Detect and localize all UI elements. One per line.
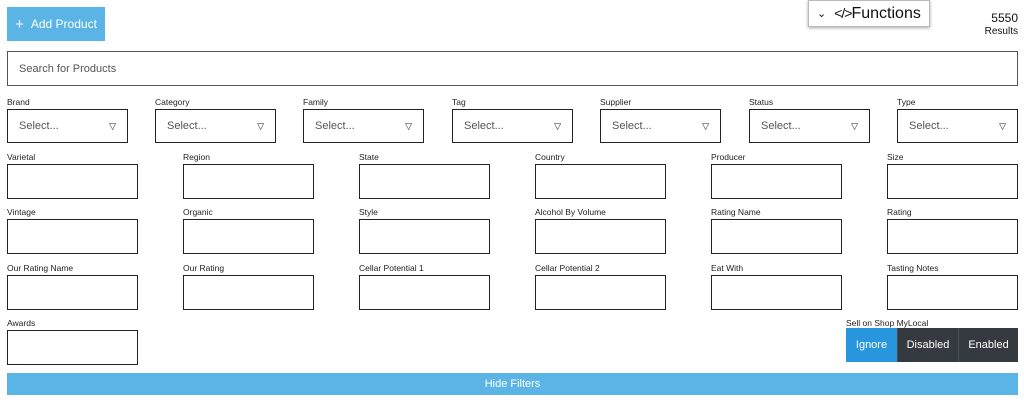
chevron-down-icon: ⌄ [817, 8, 827, 20]
field-label: Category [155, 97, 190, 107]
organic-field [183, 207, 314, 254]
field-label: State [359, 152, 379, 162]
style-input[interactable] [359, 219, 490, 254]
functions-label: Functions [851, 4, 921, 22]
cellar-potential-2-input[interactable] [535, 275, 666, 310]
producer-input[interactable] [711, 164, 842, 199]
field-label: Eat With [711, 263, 744, 273]
rating-input[interactable] [887, 219, 1018, 254]
dropdown-arrow-icon: ▽ [257, 120, 264, 131]
brand-select[interactable] [7, 109, 128, 143]
plus-icon: + [15, 15, 24, 33]
field-label: Family [303, 97, 329, 107]
field-label: Rating Name [711, 207, 761, 217]
alcohol-by-volume-field [535, 207, 666, 254]
select-value: Select... [19, 120, 59, 132]
field-label: Style [359, 207, 378, 217]
select-value: Select... [167, 120, 207, 132]
select-value: Select... [315, 120, 355, 132]
rating-name-field [711, 207, 842, 254]
select-value: Select... [761, 120, 801, 132]
alcohol-by-volume-input[interactable] [535, 219, 666, 254]
code-icon: </> [834, 4, 852, 21]
field-label: Type [897, 97, 916, 107]
field-label: Size [887, 152, 904, 162]
select-value: Select... [909, 120, 949, 132]
field-label: Our Rating Name [7, 263, 74, 273]
dropdown-arrow-icon: ▽ [109, 120, 116, 131]
results-label: Results [984, 26, 1018, 37]
dropdown-arrow-icon: ▽ [999, 120, 1006, 131]
disabled-option[interactable]: Disabled [898, 328, 959, 362]
supplier-filter [600, 97, 721, 143]
size-input[interactable] [887, 164, 1018, 199]
awards-input[interactable] [7, 330, 138, 365]
style-field [359, 207, 490, 254]
our-rating-name-field [7, 263, 138, 310]
brand-filter [7, 97, 128, 143]
size-field [887, 152, 1018, 199]
tag-filter [452, 97, 573, 143]
organic-input[interactable] [183, 219, 314, 254]
country-input[interactable] [535, 164, 666, 199]
category-filter [155, 97, 276, 143]
family-filter [303, 97, 424, 143]
rating-field [887, 207, 1018, 254]
search-input[interactable] [7, 51, 1018, 86]
hide-filters-button[interactable]: Hide Filters [7, 373, 1018, 395]
select-value: Select... [464, 120, 504, 132]
search-placeholder: Search for Products [19, 62, 117, 75]
producer-field [711, 152, 842, 199]
select-value: Select... [612, 120, 652, 132]
status-filter [749, 97, 870, 143]
field-label: Our Rating [183, 263, 225, 273]
field-label: Organic [183, 207, 213, 217]
varietal-input[interactable] [7, 164, 138, 199]
field-label: Producer [711, 152, 746, 162]
ignore-option[interactable]: Ignore [846, 328, 898, 362]
status-select[interactable] [749, 109, 870, 143]
tasting-notes-field [887, 263, 1018, 310]
add-product-label: Add Product [30, 17, 97, 31]
rating-name-input[interactable] [711, 219, 842, 254]
dropdown-arrow-icon: ▽ [851, 120, 858, 131]
cellar-potential-2-field [535, 263, 666, 310]
field-label: Varietal [7, 152, 36, 162]
field-label: Awards [7, 318, 36, 328]
region-field [183, 152, 314, 199]
dropdown-arrow-icon: ▽ [554, 120, 561, 131]
varietal-field [7, 152, 138, 199]
tag-select[interactable] [452, 109, 573, 143]
field-label: Supplier [600, 97, 632, 107]
field-label: Country [535, 152, 565, 162]
our-rating-input[interactable] [183, 275, 314, 310]
country-field [535, 152, 666, 199]
state-field [359, 152, 490, 199]
tasting-notes-input[interactable] [887, 275, 1018, 310]
functions-button[interactable] [808, 0, 930, 27]
state-input[interactable] [359, 164, 490, 199]
field-label: Rating [887, 207, 912, 217]
field-label: Cellar Potential 1 [359, 263, 424, 273]
type-filter [897, 97, 1018, 143]
eat-with-input[interactable] [711, 275, 842, 310]
eat-with-field [711, 263, 842, 310]
field-label: Brand [7, 97, 30, 107]
field-label: Tag [452, 97, 466, 107]
region-input[interactable] [183, 164, 314, 199]
dropdown-arrow-icon: ▽ [405, 120, 412, 131]
cellar-potential-1-input[interactable] [359, 275, 490, 310]
field-label: Vintage [7, 207, 36, 217]
add-product-button[interactable] [7, 7, 105, 41]
field-label: Cellar Potential 2 [535, 263, 600, 273]
type-select[interactable] [897, 109, 1018, 143]
shop-toggle-group [846, 328, 1018, 362]
enabled-option[interactable]: Enabled [959, 328, 1018, 362]
awards-field [7, 318, 138, 365]
dropdown-arrow-icon: ▽ [702, 120, 709, 131]
category-select[interactable] [155, 109, 276, 143]
vintage-field [7, 207, 138, 254]
results-count: 5550 [991, 11, 1018, 25]
our-rating-field [183, 263, 314, 310]
field-label: Tasting Notes [887, 263, 939, 273]
cellar-potential-1-field [359, 263, 490, 310]
family-select[interactable] [303, 109, 424, 143]
our-rating-name-input[interactable] [7, 275, 138, 310]
supplier-select[interactable] [600, 109, 721, 143]
shop-toggle-label: Sell on Shop MyLocal [846, 318, 929, 328]
field-label: Alcohol By Volume [535, 207, 606, 217]
vintage-input[interactable] [7, 219, 138, 254]
field-label: Region [183, 152, 210, 162]
results-summary [985, 11, 1018, 37]
field-label: Status [749, 97, 774, 107]
